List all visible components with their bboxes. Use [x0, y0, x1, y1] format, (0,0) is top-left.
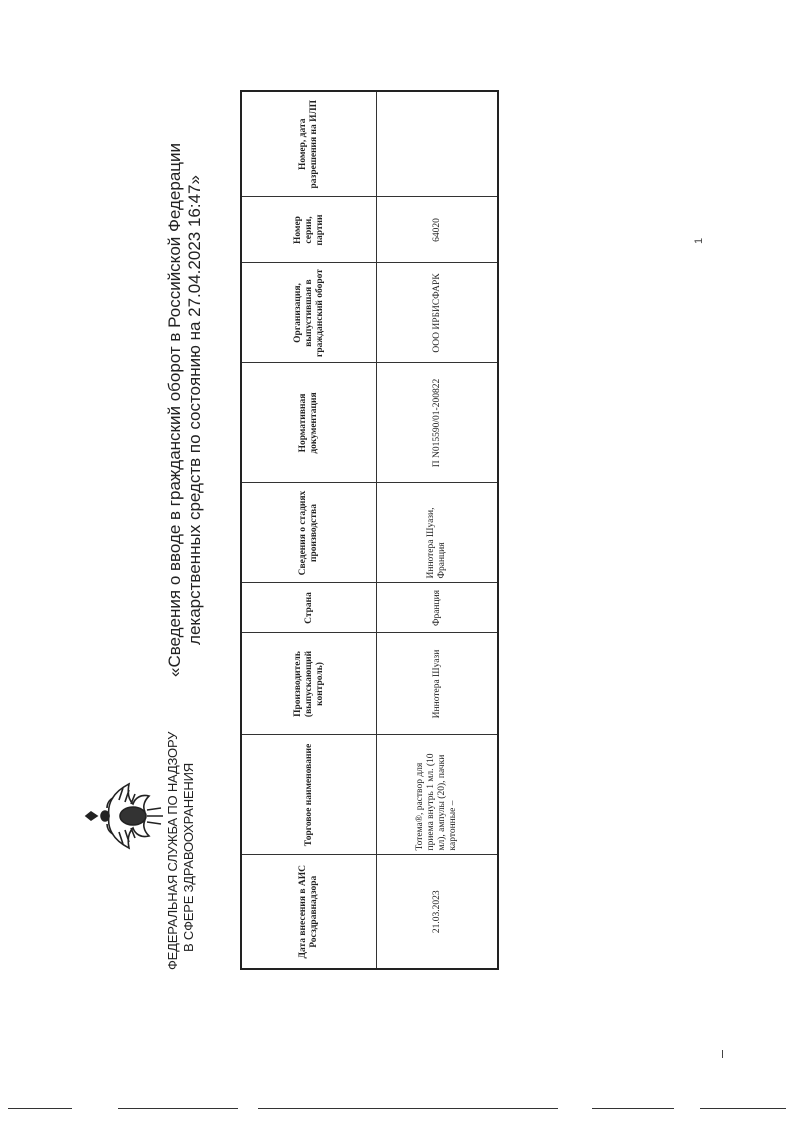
title-line2: лекарственных средств по состоянию на 27.04.2023 16:47»: [185, 175, 204, 645]
page-number: 1: [693, 237, 705, 244]
agency-header: [165, 732, 197, 970]
rotated-page-content: [165, 90, 705, 970]
header-permit: Номер, дата разрешения на ИЛП: [241, 91, 377, 197]
cell-permit: [377, 91, 499, 197]
header-production-stages: Сведения о стадиях производства: [241, 483, 377, 583]
cell-manufacturer: Иннотера Шуази: [377, 633, 499, 735]
cell-country: Франция: [377, 583, 499, 633]
header-date: Дата внесения в АИС Росздравнадзора: [241, 855, 377, 969]
agency-name-line1: ФЕДЕРАЛЬНАЯ СЛУЖБА ПО НАДЗОРУ: [165, 731, 180, 970]
cell-trade-name: Тотема®, раствор для приема внутрь 1 мл. (10 мл), ампулы (20), пачки картонные –: [377, 735, 499, 855]
scan-mark: [722, 1050, 723, 1058]
russian-coat-of-arms-icon: [83, 774, 167, 858]
agency-name-line2: В СФЕРЕ ЗДРАВООХРАНЕНИЯ: [181, 763, 196, 952]
table-row: [377, 91, 499, 969]
header-normative-doc: Нормативная документация: [241, 363, 377, 483]
cell-normative-doc: П N015590/01-200822: [377, 363, 499, 483]
scan-line: [118, 1108, 238, 1109]
header-releasing-org: Организация, выпустившая в гражданский оборот: [241, 263, 377, 363]
cell-releasing-org: ООО ИРБИСФАРК: [377, 263, 499, 363]
table-header-row: [241, 91, 377, 969]
cell-production-stages: Иннотера Шуази, Франция: [377, 483, 499, 583]
title-line1: «Сведения о вводе в гражданский оборот в Российской Федерации: [165, 142, 184, 678]
header-country: Страна: [241, 583, 377, 633]
header-manufacturer: Производитель (выпускающий контроль): [241, 633, 377, 735]
scan-line: [8, 1108, 72, 1109]
header-batch-number: Номер серии, партии: [241, 197, 377, 263]
header-trade-name: Торговое наименование: [241, 735, 377, 855]
cell-date: 21.03.2023: [377, 855, 499, 969]
scan-line: [700, 1108, 786, 1109]
document-title: [165, 90, 205, 730]
scan-line: [258, 1108, 558, 1109]
scan-line: [592, 1108, 674, 1109]
cell-batch-number: 64020: [377, 197, 499, 263]
registry-table: [240, 90, 499, 970]
